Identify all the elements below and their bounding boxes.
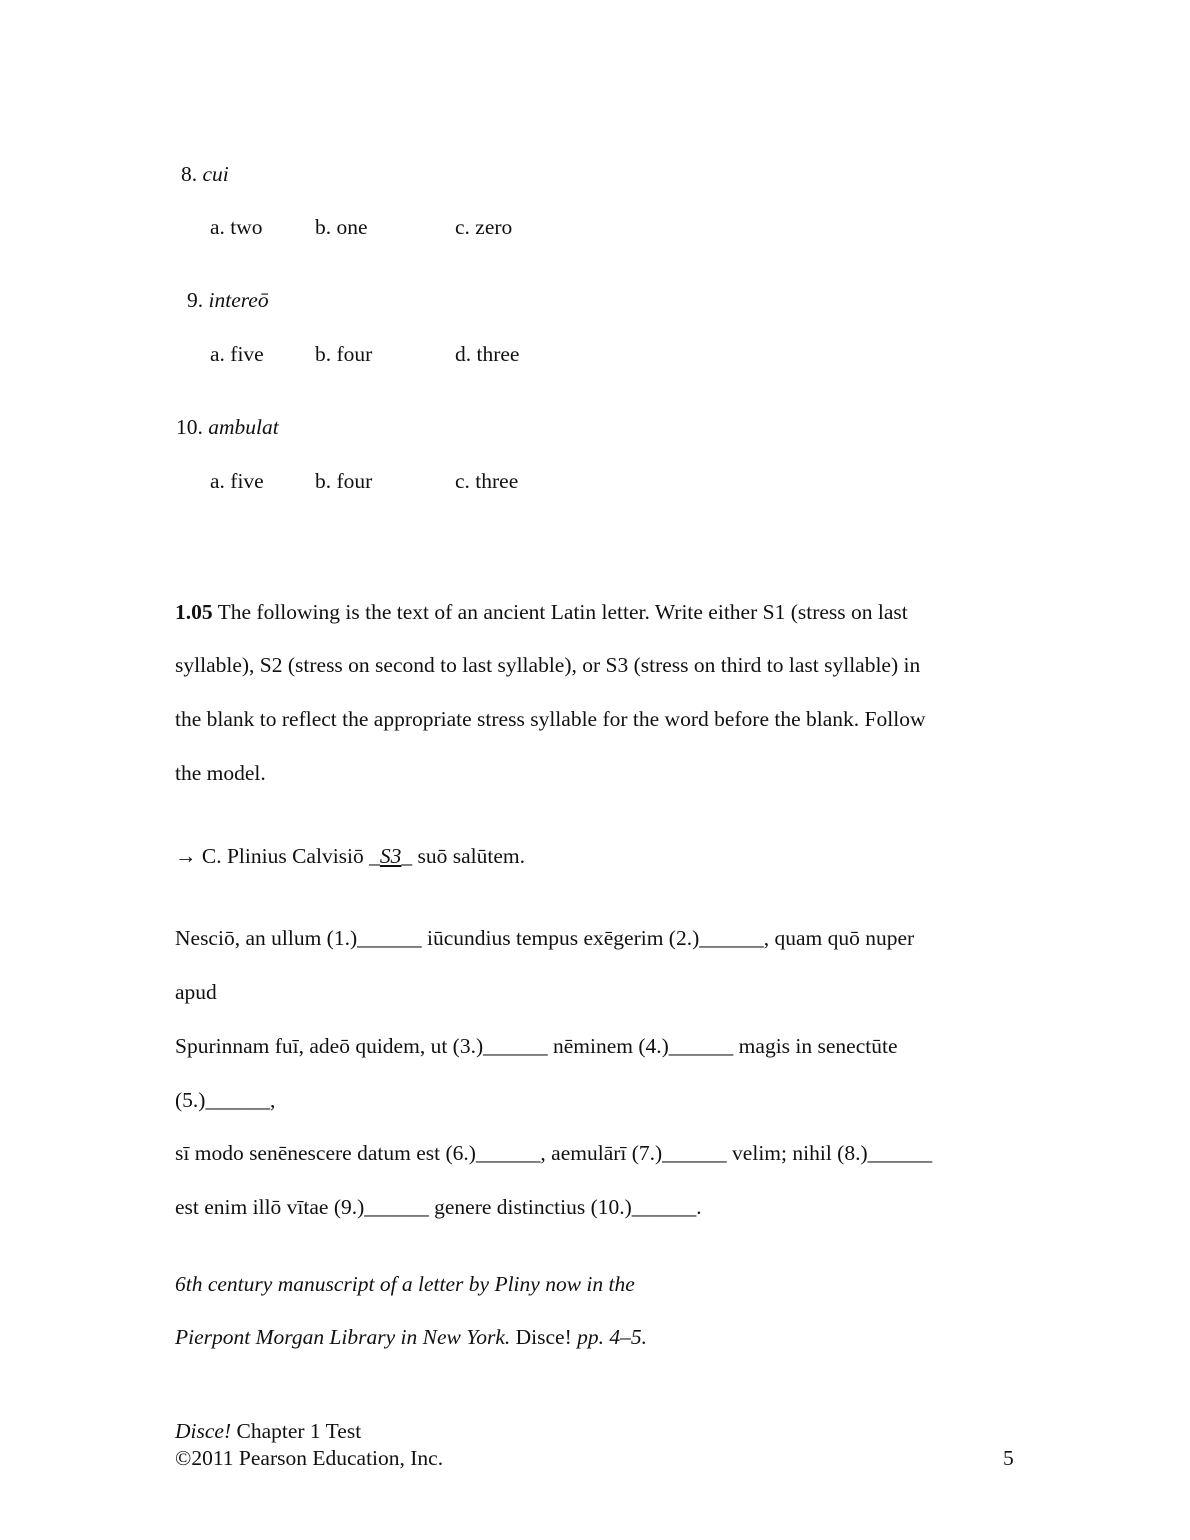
arrow-icon: → xyxy=(175,844,197,868)
caption-plain: Disce! xyxy=(510,1325,578,1349)
option-c: c. three xyxy=(455,469,519,493)
instructions-line-2: syllable), S2 (stress on second to last syllable), or S3 (stress on third to last syllable) in xyxy=(175,653,921,677)
instructions-line-4: the model. xyxy=(175,761,266,785)
letter-line-1: Nesciō, an ullum (1.)______ iūcundius tempus exēgerim (2.)______, quam quō nuper xyxy=(175,926,915,950)
question-word: cui xyxy=(202,162,229,186)
question-8 xyxy=(181,164,229,186)
model-after: suō salūtem. xyxy=(412,844,526,868)
question-number: 8. xyxy=(181,162,198,186)
option-d: d. three xyxy=(455,342,520,366)
caption-italic: Pierpont Morgan Library in New York. xyxy=(175,1325,511,1349)
option-a: a. five xyxy=(210,342,264,366)
option-c: c. zero xyxy=(455,215,513,239)
question-word: intereō xyxy=(208,288,269,312)
model-before: C. Plinius Calvisiō xyxy=(196,844,370,868)
question-word: ambulat xyxy=(208,415,279,439)
question-9 xyxy=(187,290,269,312)
question-number: 10. xyxy=(176,415,203,439)
question-10 xyxy=(176,417,279,439)
model-blank-right: _ xyxy=(401,844,413,868)
model-blank-left: _ xyxy=(369,844,380,868)
option-b: b. four xyxy=(315,469,373,493)
chapter-label: Chapter 1 Test xyxy=(231,1419,362,1443)
footer-title xyxy=(175,1421,361,1443)
caption-line-2 xyxy=(175,1327,1005,1349)
section-number: 1.05 xyxy=(175,600,213,624)
page-number: 5 xyxy=(1003,1446,1014,1470)
model-line xyxy=(175,846,1005,868)
letter-line-3: Spurinnam fuī, adeō quidem, ut (3.)______ nēminem (4.)______ magis in senectūte xyxy=(175,1034,898,1058)
letter-line-4: (5.)______, xyxy=(175,1088,276,1112)
letter-line-5: sī modo senēnescere datum est (6.)______, aemulārī (7.)______ velim; nihil (8.)______ xyxy=(175,1141,933,1165)
letter-line-6: est enim illō vītae (9.)______ genere distinctius (10.)______. xyxy=(175,1195,702,1219)
caption-line-1: 6th century manuscript of a letter by Pliny now in the xyxy=(175,1272,635,1296)
option-a: a. two xyxy=(210,215,263,239)
letter-line-2: apud xyxy=(175,980,217,1004)
option-a: a. five xyxy=(210,469,264,493)
question-number: 9. xyxy=(187,288,204,312)
model-answer: S3 xyxy=(379,844,402,868)
option-b: b. one xyxy=(315,215,368,239)
instructions-text: The following is the text of an ancient Latin letter. Write either S1 (stress on last xyxy=(212,600,908,624)
caption-pages: pp. 4–5. xyxy=(577,1325,648,1349)
book-title: Disce! xyxy=(175,1419,232,1443)
option-b: b. four xyxy=(315,342,373,366)
instructions-line-1 xyxy=(175,602,1005,624)
instructions-line-3: the blank to reflect the appropriate stress syllable for the word before the blank. Follow xyxy=(175,707,926,731)
footer-copyright: ©2011 Pearson Education, Inc. xyxy=(175,1446,444,1470)
